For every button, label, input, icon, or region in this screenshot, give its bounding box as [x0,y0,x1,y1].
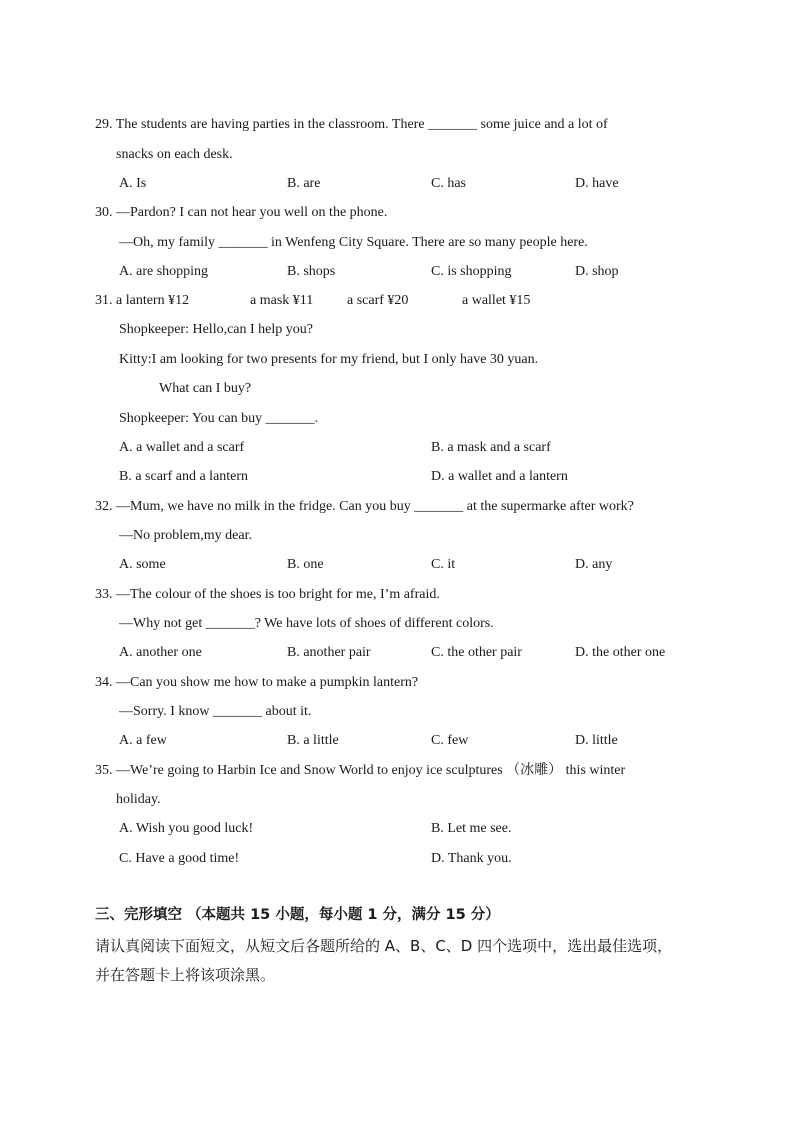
q32-option-b[interactable]: B. one [287,557,324,572]
q31-item-mask: a mask ¥11 [250,293,314,308]
q35-line1: 35. —We’re going to Harbin Ice and Snow World to enjoy ice sculptures （冰雕） this winter [95,763,626,778]
q31-item-lantern: 31. a lantern ¥12 [95,293,190,308]
q32-line2: —No problem,my dear. [119,528,252,543]
q34-line2: —Sorry. I know _______ about it. [119,704,312,719]
q30-option-d[interactable]: D. shop [575,264,619,279]
q30-option-c[interactable]: C. is shopping [431,264,512,279]
q29-option-d[interactable]: D. have [575,176,619,191]
q33-option-b[interactable]: B. another pair [287,645,371,660]
section-title: 三、完形填空 （本题共 15 小题，每小题 1 分，满分 15 分） [95,907,500,923]
q34-option-b[interactable]: B. a little [287,733,339,748]
q35-option-c[interactable]: C. Have a good time! [119,851,240,866]
q32-option-a[interactable]: A. some [119,557,166,572]
q31-option-b[interactable]: B. a mask and a scarf [431,440,551,455]
q34-option-c[interactable]: C. few [431,733,469,748]
q34-option-a[interactable]: A. a few [119,733,167,748]
q35-option-d[interactable]: D. Thank you. [431,851,512,866]
q33-option-c[interactable]: C. the other pair [431,645,522,660]
q31-option-a[interactable]: A. a wallet and a scarf [119,440,245,455]
q30-option-b[interactable]: B. shops [287,264,336,279]
q33-line1: 33. —The colour of the shoes is too bright for me, I’m afraid. [95,587,440,602]
q35-line2: holiday. [116,792,161,807]
q31-line4: What can I buy? [159,381,252,396]
q35-option-a[interactable]: A. Wish you good luck! [119,821,254,836]
q33-option-a[interactable]: A. another one [119,645,202,660]
q29-option-c[interactable]: C. has [431,176,466,191]
q31-item-wallet: a wallet ¥15 [462,293,531,308]
q33-line2: —Why not get _______? We have lots of shoes of different colors. [119,616,494,631]
section-instruction-line1: 请认真阅读下面短文，从短文后各题所给的 A、B、C、D 四个选项中，选出最佳选项， [95,937,673,955]
q35-option-b[interactable]: B. Let me see. [431,821,512,836]
q33-option-d[interactable]: D. the other one [575,645,666,660]
q32-line1: 32. —Mum, we have no milk in the fridge. Can you buy _______ at the supermarke after work? [95,499,634,514]
q32-option-c[interactable]: C. it [431,557,456,572]
q34-line1: 34. —Can you show me how to make a pumpkin lantern? [95,675,419,690]
q31-option-d[interactable]: D. a wallet and a lantern [431,469,568,484]
q30-option-a[interactable]: A. are shopping [119,264,209,279]
q31-item-scarf: a scarf ¥20 [347,293,409,308]
q31-line3: Kitty:I am looking for two presents for my friend, but I only have 30 yuan. [119,352,539,367]
q31-line5: Shopkeeper: You can buy _______. [119,411,319,426]
q30-line1: 30. —Pardon? I can not hear you well on the phone. [95,205,388,220]
q32-option-d[interactable]: D. any [575,557,613,572]
section-instruction-line2: 并在答题卡上将该项涂黑。 [95,966,276,984]
q34-option-d[interactable]: D. little [575,733,618,748]
q31-option-b2[interactable]: B. a scarf and a lantern [119,469,249,484]
q29-line2: snacks on each desk. [116,147,233,162]
q29-option-a[interactable]: A. Is [119,176,147,191]
q29-option-b[interactable]: B. are [287,176,321,191]
q30-line2: —Oh, my family _______ in Wenfeng City Square. There are so many people here. [119,235,588,250]
q31-line2: Shopkeeper: Hello,can I help you? [119,322,313,337]
q29-line1: 29. The students are having parties in the classroom. There _______ some juice and a lot of [95,117,608,132]
